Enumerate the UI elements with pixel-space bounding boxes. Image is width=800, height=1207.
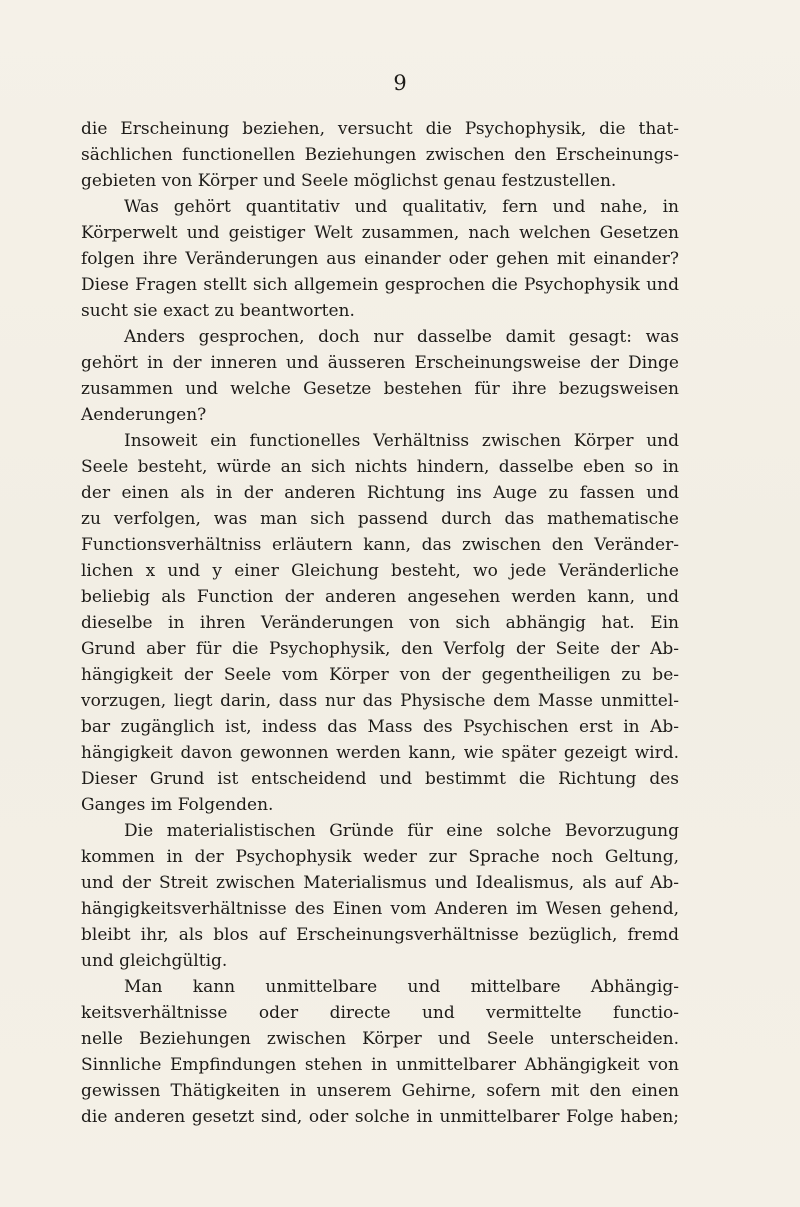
- text-line: Die materialistischen Gründe für eine solche Bevorzugung: [124, 821, 679, 841]
- text-line: Körperwelt und geistiger Welt zusammen, nach welchen Gesetzen: [81, 223, 679, 243]
- text-line: Grund aber für die Psychophysik, den Verfolg der Seite der Ab-: [81, 639, 679, 659]
- text-line: zu verfolgen, was man sich passend durch das mathematische: [81, 509, 679, 529]
- text-line: gehört in der inneren und äusseren Erscheinungsweise der Dinge: [81, 353, 679, 373]
- text-line: die anderen gesetzt sind, oder solche in unmittelbarer Folge haben;: [81, 1107, 679, 1127]
- text-line: dieselbe in ihren Veränderungen von sich abhängig hat. Ein: [81, 613, 679, 633]
- text-line: Man kann unmittelbare und mittelbare Abhängig-: [124, 977, 679, 997]
- text-line: gebieten von Körper und Seele möglichst genau festzustellen.: [81, 171, 617, 191]
- page-number: 9: [393, 71, 407, 95]
- text-line: keitsverhältnisse oder directe und vermittelte functio-: [81, 1003, 679, 1023]
- text-line: lichen x und y einer Gleichung besteht, wo jede Veränderliche: [81, 561, 679, 581]
- text-line: vorzugen, liegt darin, dass nur das Physische dem Masse unmittel-: [81, 691, 679, 711]
- text-line: sächlichen functionellen Beziehungen zwischen den Erscheinungs-: [81, 145, 679, 165]
- text-line: die Erscheinung beziehen, versucht die Psychophysik, die that-: [81, 119, 679, 139]
- text-line: folgen ihre Veränderungen aus einander oder gehen mit einander?: [81, 249, 679, 269]
- text-line: zusammen und welche Gesetze bestehen für ihre bezugsweisen: [81, 379, 679, 399]
- text-line: kommen in der Psychophysik weder zur Sprache noch Geltung,: [81, 847, 679, 867]
- text-line: Insoweit ein functionelles Verhältniss zwischen Körper und: [124, 431, 679, 451]
- text-line: Was gehört quantitativ und qualitativ, fern und nahe, in: [124, 197, 679, 217]
- text-line: Seele besteht, würde an sich nichts hindern, dasselbe eben so in: [81, 457, 679, 477]
- text-line: Functionsverhältniss erläutern kann, das zwischen den Veränder-: [81, 535, 679, 555]
- text-line: Diese Fragen stellt sich allgemein gesprochen die Psychophysik und: [81, 275, 679, 295]
- text-line: hängigkeit der Seele vom Körper von der gegentheiligen zu be-: [81, 665, 679, 685]
- text-line: hängigkeit davon gewonnen werden kann, wie später gezeigt wird.: [81, 743, 679, 763]
- text-line: nelle Beziehungen zwischen Körper und Seele unterscheiden.: [81, 1029, 679, 1049]
- text-line: der einen als in der anderen Richtung ins Auge zu fassen und: [81, 483, 679, 503]
- text-line: hängigkeitsverhältnisse des Einen vom Anderen im Wesen gehend,: [81, 899, 679, 919]
- text-line: gewissen Thätigkeiten in unserem Gehirne, sofern mit den einen: [81, 1081, 679, 1101]
- text-line: bleibt ihr, als blos auf Erscheinungsverhältnisse bezüglich, fremd: [81, 925, 679, 945]
- text-line: beliebig als Function der anderen angesehen werden kann, und: [81, 587, 679, 607]
- text-line: und gleichgültig.: [81, 951, 228, 971]
- text-line: Dieser Grund ist entscheidend und bestimmt die Richtung des: [81, 769, 679, 789]
- text-line: bar zugänglich ist, indess das Mass des Psychischen erst in Ab-: [81, 717, 679, 737]
- text-line: Sinnliche Empfindungen stehen in unmittelbarer Abhängigkeit von: [81, 1055, 679, 1075]
- text-line: Anders gesprochen, doch nur dasselbe damit gesagt: was: [124, 327, 679, 347]
- text-line: Aenderungen?: [81, 405, 207, 425]
- text-line: und der Streit zwischen Materialismus und Idealismus, als auf Ab-: [81, 873, 679, 893]
- body-text: [81, 116, 679, 1130]
- text-line: Ganges im Folgenden.: [81, 795, 274, 815]
- text-line: sucht sie exact zu beantworten.: [81, 301, 355, 321]
